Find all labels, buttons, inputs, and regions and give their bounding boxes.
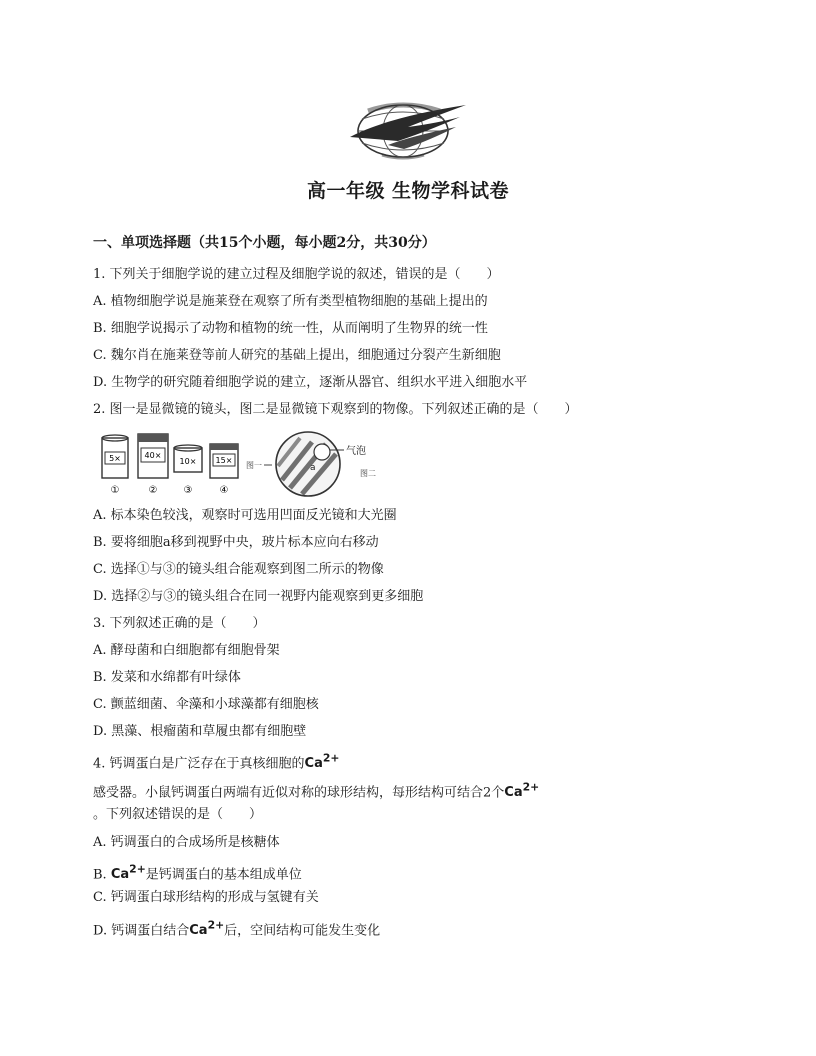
question-3: 3. 下列叙述正确的是（ ） — [93, 616, 266, 631]
lens-2 — [138, 434, 168, 496]
question-4-stem-line-3: 。下列叙述错误的是（ ） — [93, 807, 263, 822]
question-4-option-d: D. 钙调蛋白结合$Ca^{2+}$后，空间结构可能发生变化 — [93, 919, 381, 939]
question-3-option-a: A. 酵母菌和白细胞都有细胞骨架 — [93, 643, 280, 658]
question-4-stem-line-2 — [93, 779, 539, 802]
q4-stem-b: 感受器。小鼠钙调蛋白两端有近似对称的球形结构，每形结构可结合2个 — [93, 785, 505, 801]
question-3-option-b: B. 发菜和水绵都有叶绿体 — [93, 670, 241, 685]
lens-4 — [210, 444, 238, 496]
figure-2-caption: 图二 — [360, 469, 376, 478]
lens-3-number: ③ — [183, 485, 193, 496]
question-1-option-a: A. 植物细胞学说是施莱登在观察了所有类型植物细胞的基础上提出的 — [93, 294, 488, 309]
lens-3 — [174, 445, 202, 496]
question-3-option-c: C. 颤蓝细菌、伞藻和小球藻都有细胞核 — [93, 697, 319, 712]
question-1-option-b: B. 细胞学说揭示了动物和植物的统一性，从而阐明了生物界的统一性 — [93, 321, 488, 336]
question-2-option-c: C. 选择①与③的镜头组合能观察到图二所示的物像 — [93, 562, 384, 577]
microscope-figure — [98, 430, 400, 498]
question-1-option-d: D. 生物学的研究随着细胞学说的建立，逐渐从器官、组织水平进入细胞水平 — [93, 375, 528, 390]
question-3-option-d: D. 黑藻、根瘤菌和草履虫都有细胞壁 — [93, 724, 307, 739]
lens-4-label: 15× — [215, 456, 233, 465]
question-4-option-c: C. 钙调蛋白球形结构的形成与氢键有关 — [93, 890, 319, 905]
question-2-option-d: D. 选择②与③的镜头组合在同一视野内能观察到更多细胞 — [93, 589, 424, 604]
question-1-option-c: C. 魏尔肖在施莱登等前人研究的基础上提出，细胞通过分裂产生新细胞 — [93, 348, 501, 363]
question-1: 1. 下列关于细胞学说的建立过程及细胞学说的叙述，错误的是（ ） — [93, 267, 500, 282]
question-4-option-b: B. $Ca^{2+}$是钙调蛋白的基本组成单位 — [93, 863, 302, 883]
calcium-ion: $Ca^{2+}$ — [189, 919, 225, 939]
bubble-label: 气泡 — [346, 446, 366, 457]
lens-2-number: ② — [148, 485, 158, 496]
lens-3-label: 10× — [179, 457, 197, 466]
lens-2-label: 40× — [144, 451, 162, 460]
calcium-ion: $Ca^{2+}$ — [504, 781, 540, 801]
lens-4-number: ④ — [219, 485, 229, 496]
cell-label-a: a — [310, 463, 316, 473]
q4-stem-a: 4. 钙调蛋白是广泛存在于真核细胞的 — [93, 756, 305, 772]
lens-1-label: 5× — [109, 454, 121, 463]
calcium-ion: $Ca^{2+}$ — [110, 863, 146, 883]
lens-1 — [102, 435, 128, 496]
exam-title: 高一年级 生物学科试卷 — [306, 180, 510, 202]
school-logo — [348, 97, 468, 165]
field-of-view — [276, 432, 340, 496]
section-heading: 一、单项选择题（共15个小题，每小题2分，共30分） — [93, 235, 436, 251]
question-4-option-a: A. 钙调蛋白的合成场所是核糖体 — [93, 835, 280, 850]
question-2-option-a: A. 标本染色较浅，观察时可选用凹面反光镜和大光圈 — [93, 508, 397, 523]
lens-1-number: ① — [110, 485, 120, 496]
question-2-option-b: B. 要将细胞a移到视野中央，玻片标本应向右移动 — [93, 535, 379, 550]
figure-1-caption: 图一 — [246, 461, 262, 470]
question-2: 2. 图一是显微镜的镜头，图二是显微镜下观察到的物像。下列叙述正确的是（ ） — [93, 402, 578, 417]
question-4-stem-line-1 — [93, 750, 339, 773]
calcium-ion: $Ca^{2+}$ — [304, 752, 340, 772]
